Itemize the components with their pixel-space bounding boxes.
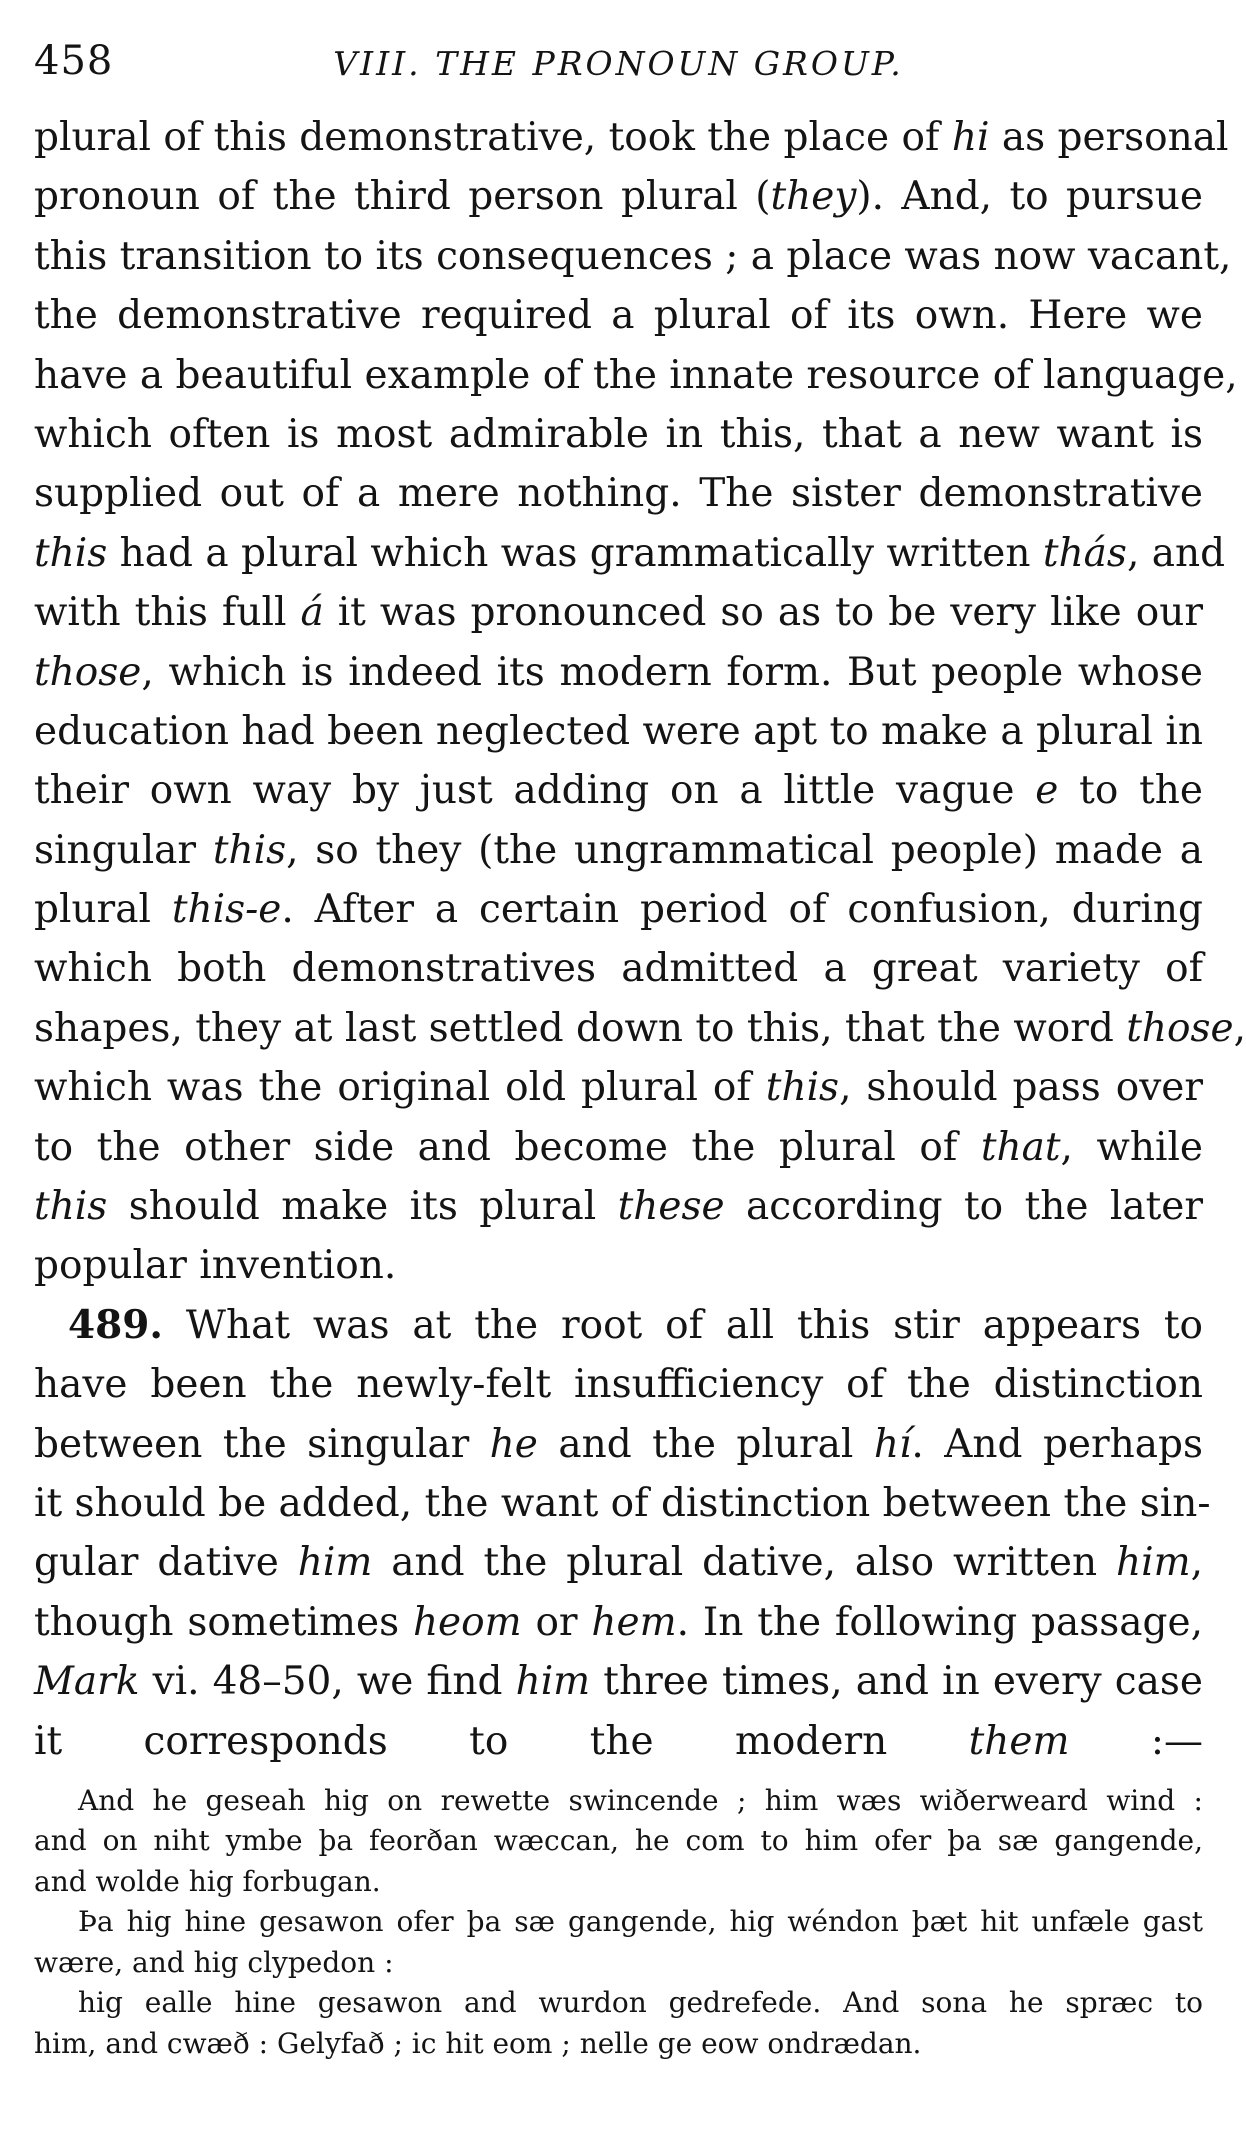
text-line	[34, 1177, 1203, 1236]
running-title: VIII. THE PRONOUN GROUP.	[333, 44, 904, 83]
text-run: , should pass over	[839, 1065, 1203, 1111]
italic-word: Mark	[34, 1659, 140, 1705]
text-run: . In the following passage,	[676, 1599, 1203, 1645]
quotation-line: wære, and hig clypedon :	[34, 1945, 394, 1979]
text-run: or	[521, 1599, 592, 1645]
italic-word: they	[770, 174, 857, 220]
text-run: . After a certain period of confusion, during	[281, 887, 1203, 933]
text-line	[34, 1593, 1203, 1652]
text-run: , and	[1126, 530, 1226, 576]
text-run: their own way by just adding on a little vague	[34, 768, 1036, 814]
quotation-line: And he geseah hig on rewette swincende ; him wæs wiðerweard wind :	[78, 1783, 1203, 1817]
text-line	[34, 761, 1203, 820]
paragraph-continued	[34, 108, 1246, 1296]
italic-word: this	[212, 827, 287, 873]
text-run: plural	[34, 887, 172, 933]
text-run: with this full	[34, 590, 301, 636]
italic-word: he	[489, 1421, 538, 1467]
text-line	[34, 939, 1203, 998]
text-run: , which is indeed its modern form. But people whose	[141, 649, 1203, 695]
text-run: which was the original old plural of	[34, 1065, 766, 1111]
text-run: have been the newly-felt insufficiency of the distinction	[34, 1362, 1203, 1408]
italic-word: hi	[951, 115, 990, 160]
text-line	[34, 346, 1238, 405]
text-line	[34, 464, 1203, 523]
text-line	[34, 702, 1203, 761]
text-run: plural of this demonstrative, took the place of	[34, 115, 952, 160]
text-run: :—	[1069, 1718, 1203, 1764]
text-run: should make its plural	[107, 1184, 618, 1230]
text-line	[34, 1652, 1203, 1711]
italic-word: this	[34, 1184, 108, 1230]
text-run: which often is most admirable in this, that a new want is	[34, 411, 1203, 457]
text-run: ,	[1190, 1540, 1203, 1586]
text-run: though sometimes	[34, 1599, 413, 1645]
text-line	[34, 405, 1203, 464]
text-run: it was pronounced so as to be very like our	[323, 590, 1203, 636]
quotation-line: and wolde hig forbugan.	[34, 1864, 381, 1898]
italic-word: á	[300, 590, 324, 636]
italic-word: him	[297, 1540, 373, 1586]
running-head	[34, 30, 1203, 100]
text-line	[34, 1533, 1203, 1592]
italic-word: him	[515, 1659, 591, 1705]
text-run: between the singular	[34, 1421, 490, 1467]
text-run: this transition to its consequences ; a place was now vacant,	[34, 233, 1232, 279]
text-run: three times, and in every case	[590, 1659, 1203, 1705]
text-line	[34, 1355, 1203, 1414]
quotation-line: Þa hig hine gesawon ofer þa sæ gangende, hig wéndon þæt hit unfæle gast	[78, 1905, 1203, 1939]
italic-word: this	[34, 530, 108, 576]
text-run: education had been neglected were apt to make a plural in	[34, 708, 1203, 754]
old-english-quotation	[34, 1781, 1203, 2065]
italic-word: him	[1116, 1540, 1191, 1586]
text-run: and the plural	[537, 1421, 874, 1467]
text-line	[34, 1415, 1203, 1474]
italic-word: them	[968, 1718, 1070, 1764]
text-run: had a plural which was grammatically written	[107, 530, 1043, 576]
text-line	[34, 227, 1232, 286]
text-run: shapes, they at last settled down to this, that the word	[34, 1005, 1127, 1051]
text-line	[34, 1118, 1203, 1177]
text-run: . And perhaps	[911, 1421, 1204, 1467]
text-run: , while	[1060, 1124, 1204, 1170]
italic-word: those	[1126, 1005, 1234, 1051]
italic-word: this-e	[171, 887, 282, 933]
quotation-line: hig ealle hine gesawon and wurdon gedrefede. And sona he spræc to	[78, 1986, 1203, 2020]
paragraph-number: 489.	[68, 1301, 163, 1348]
text-line	[34, 1474, 1211, 1533]
text-run: which both demonstratives admitted a great variety of	[34, 946, 1203, 992]
text-run: popular invention.	[34, 1243, 397, 1289]
text-line	[34, 1236, 1203, 1295]
italic-word: hí	[873, 1421, 912, 1467]
text-run: the demonstrative required a plural of its own. Here we	[34, 293, 1203, 339]
italic-word: e	[1035, 768, 1059, 814]
italic-word: that	[980, 1124, 1061, 1170]
text-line	[34, 643, 1203, 702]
quotation-line: and on niht ymbe þa feorðan wæccan, he com to him ofer þa sæ gangende,	[34, 1824, 1203, 1858]
text-run: singular	[34, 827, 213, 873]
text-line	[34, 1712, 1203, 1771]
text-run: ). And, to pursue	[856, 174, 1203, 220]
text-line	[34, 1058, 1203, 1117]
italic-word: this	[765, 1065, 840, 1111]
text-run: gular dative	[34, 1540, 298, 1586]
text-run: , so they (the ungrammatical people) made a	[286, 827, 1203, 873]
text-run: it corresponds to the modern	[34, 1718, 969, 1764]
text-run: have a beautiful example of the innate resource of language,	[34, 352, 1238, 398]
italic-word: those	[34, 649, 142, 695]
page-number: 458	[34, 38, 114, 84]
text-run: and the plural dative, also written	[372, 1540, 1117, 1586]
body-text	[34, 108, 1246, 1771]
text-line	[34, 524, 1226, 583]
text-run: as personal	[989, 115, 1229, 160]
italic-word: these	[617, 1184, 725, 1230]
text-run: it should be added, the want of distinction between the sin-	[34, 1480, 1211, 1526]
text-run: to the other side and become the plural of	[34, 1124, 981, 1170]
text-run: pronoun of the third person plural (	[34, 174, 771, 220]
text-line	[34, 880, 1203, 939]
quotation-line: him, and cwæð : Gelyfað ; ic hit eom ; nelle ge eow ondrædan.	[34, 2026, 922, 2060]
text-run: according to the later	[724, 1184, 1204, 1230]
text-line	[34, 108, 1229, 167]
text-line	[34, 1296, 1203, 1355]
text-run: to the	[1058, 768, 1203, 814]
italic-word: thás	[1042, 530, 1127, 576]
paragraph-489	[34, 1296, 1211, 1771]
text-run: vi. 48–50, we find	[139, 1659, 516, 1705]
italic-word: heom	[412, 1599, 522, 1645]
text-run: What was at the root of all this stir appears to	[163, 1302, 1203, 1348]
text-line	[34, 167, 1203, 226]
text-line	[34, 286, 1203, 345]
text-run: supplied out of a mere nothing. The sister demonstrative	[34, 471, 1203, 517]
text-line	[34, 999, 1246, 1058]
text-run: ,	[1233, 1005, 1246, 1051]
text-line	[34, 821, 1203, 880]
italic-word: hem	[591, 1599, 677, 1645]
text-line	[34, 583, 1203, 642]
